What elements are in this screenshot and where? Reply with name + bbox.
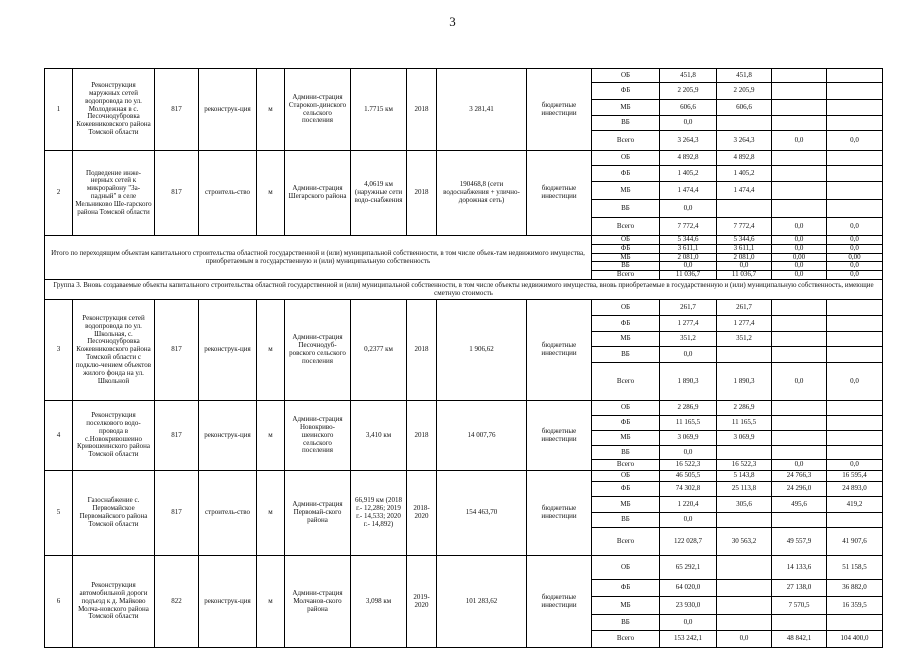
fund-year-2 — [772, 332, 827, 347]
fund-label: Всего — [592, 218, 660, 236]
group-row — [45, 280, 883, 300]
years: 2019-2020 — [407, 556, 437, 648]
fund-year-3 — [827, 513, 883, 528]
estimated-cost: 190468,8 (сети водоснабжения + улично-дорожная сеть) — [437, 151, 527, 236]
fund-year-1: 2 286,9 — [717, 401, 772, 416]
fund-year-2: 0,0 — [772, 363, 827, 401]
subtotal-label: Итого по переходящим объектам капитального строительства областной государственной и (или) муниципальной собственности, в том числе объек-там недвижимого имущества, приобретаемым в государственную и (или) муниципальную собственность — [45, 236, 592, 280]
fund-year-3 — [827, 69, 883, 83]
years: 2018 — [407, 401, 437, 471]
fund-year-2: 0,0 — [772, 236, 827, 245]
estimated-cost: 3 281,41 — [437, 69, 527, 151]
unit: м — [257, 401, 285, 471]
fund-year-2: 0,0 — [772, 218, 827, 236]
work-type: строитель-ство — [199, 471, 257, 556]
customer-org: Админи-страция Молчанов-ского района — [285, 556, 351, 648]
work-type: реконструк-ция — [199, 556, 257, 648]
fund-year-3 — [827, 401, 883, 416]
fund-year-1: 1 405,2 — [717, 166, 772, 182]
fund-year-1: 3 264,3 — [717, 131, 772, 151]
fund-total: 23 930,0 — [660, 597, 717, 615]
years: 2018 — [407, 69, 437, 151]
fund-year-2 — [772, 116, 827, 131]
fund-label: ОБ — [592, 471, 660, 482]
fund-label: Всего — [592, 631, 660, 648]
fund-year-1: 1 890,3 — [717, 363, 772, 401]
fund-total: 0,0 — [660, 347, 717, 363]
page-number: 3 — [449, 14, 456, 29]
fund-total: 606,6 — [660, 100, 717, 116]
fund-total: 1 277,4 — [660, 316, 717, 332]
fund-year-2 — [772, 300, 827, 316]
fund-label: МБ — [592, 100, 660, 116]
fund-year-1: 3 069,9 — [717, 431, 772, 446]
fund-label: МБ — [592, 431, 660, 446]
work-type: строитель-ство — [199, 151, 257, 236]
capacity: 4,0619 км (наружные сети водо-снабжения — [351, 151, 407, 236]
fund-label: ФБ — [592, 482, 660, 497]
capacity: 3,098 км — [351, 556, 407, 648]
fund-year-2 — [772, 200, 827, 218]
fund-label: ОБ — [592, 556, 660, 580]
fund-label: МБ — [592, 597, 660, 615]
fund-total: 7 772,4 — [660, 218, 717, 236]
estimated-cost: 101 283,62 — [437, 556, 527, 648]
fund-total: 451,8 — [660, 69, 717, 83]
unit: м — [257, 300, 285, 401]
fund-year-2: 0,0 — [772, 262, 827, 271]
object-name: Реконструкция сетей водопровода по ул. Школьная, с. Песочнодубровка Кожевниковского района Томской области с подклю-чением объектов жилого фонда на ул. Школьной — [73, 300, 155, 401]
fund-year-2: 0,00 — [772, 253, 827, 262]
fund-year-3: 0,0 — [827, 236, 883, 245]
capacity: 66,919 км (2018 г.- 12,286; 2019 г.- 14,533; 2020 г.- 14,892) — [351, 471, 407, 556]
fund-year-2 — [772, 347, 827, 363]
fund-year-1 — [717, 116, 772, 131]
fund-year-3: 51 158,5 — [827, 556, 883, 580]
work-type: реконструк-ция — [199, 69, 257, 151]
customer-org: Админи-страция Шегарского района — [285, 151, 351, 236]
fund-year-3: 41 907,6 — [827, 528, 883, 556]
table-row — [45, 401, 883, 416]
fund-total: 0,0 — [660, 513, 717, 528]
object-name: Газоснабжение с. Первомайское Первомайского района Томской области — [73, 471, 155, 556]
years: 2018-2020 — [407, 471, 437, 556]
fund-total: 64 020,0 — [660, 580, 717, 597]
fund-year-1 — [717, 615, 772, 631]
row-number: 3 — [45, 300, 73, 401]
fund-year-3: 0,00 — [827, 253, 883, 262]
row-number: 4 — [45, 401, 73, 471]
fund-label: Всего — [592, 271, 660, 280]
fund-year-2 — [772, 615, 827, 631]
funding-type: бюджетные инвестиции — [527, 69, 592, 151]
fund-year-3 — [827, 446, 883, 460]
fund-year-1: 305,6 — [717, 497, 772, 513]
customer-org: Админи-страция Старокоп-динского сельского поселения — [285, 69, 351, 151]
ministry-code: 817 — [155, 151, 199, 236]
fund-label: ВБ — [592, 200, 660, 218]
fund-year-2: 0,0 — [772, 460, 827, 471]
fund-label: ВБ — [592, 262, 660, 271]
fund-year-1: 351,2 — [717, 332, 772, 347]
fund-year-2: 0,0 — [772, 271, 827, 280]
years: 2018 — [407, 300, 437, 401]
fund-year-1 — [717, 513, 772, 528]
capacity: 1.7715 км — [351, 69, 407, 151]
fund-total: 3 611,1 — [660, 244, 717, 253]
fund-total: 122 028,7 — [660, 528, 717, 556]
fund-label: ОБ — [592, 300, 660, 316]
work-type: реконструк-ция — [199, 300, 257, 401]
fund-total: 11 036,7 — [660, 271, 717, 280]
fund-total: 1 220,4 — [660, 497, 717, 513]
fund-year-3: 0,0 — [827, 262, 883, 271]
fund-year-3 — [827, 151, 883, 166]
fund-year-1: 30 563,2 — [717, 528, 772, 556]
fund-year-1: 7 772,4 — [717, 218, 772, 236]
fund-year-3 — [827, 166, 883, 182]
fund-total: 3 264,3 — [660, 131, 717, 151]
fund-label: ВБ — [592, 513, 660, 528]
fund-total: 2 286,9 — [660, 401, 717, 416]
fund-total: 11 165,5 — [660, 416, 717, 431]
fund-year-2: 24 766,3 — [772, 471, 827, 482]
fund-label: МБ — [592, 182, 660, 200]
fund-year-1: 16 522,3 — [717, 460, 772, 471]
fund-label: ВБ — [592, 116, 660, 131]
fund-year-2: 27 138,0 — [772, 580, 827, 597]
fund-year-1: 606,6 — [717, 100, 772, 116]
fund-year-1 — [717, 200, 772, 218]
fund-year-2: 0,0 — [772, 131, 827, 151]
fund-year-1: 25 113,8 — [717, 482, 772, 497]
fund-total: 1 474,4 — [660, 182, 717, 200]
fund-year-1: 5 143,8 — [717, 471, 772, 482]
fund-year-1: 2 205,9 — [717, 83, 772, 100]
fund-year-1: 261,7 — [717, 300, 772, 316]
fund-year-3 — [827, 416, 883, 431]
fund-label: МБ — [592, 332, 660, 347]
unit: м — [257, 556, 285, 648]
fund-total: 16 522,3 — [660, 460, 717, 471]
fund-year-3 — [827, 615, 883, 631]
fund-year-3: 0,0 — [827, 218, 883, 236]
fund-year-2 — [772, 69, 827, 83]
fund-total: 4 892,8 — [660, 151, 717, 166]
fund-year-3: 24 893,0 — [827, 482, 883, 497]
fund-year-3: 0,0 — [827, 244, 883, 253]
row-number: 5 — [45, 471, 73, 556]
funding-type: бюджетные инвестиции — [527, 401, 592, 471]
estimated-cost: 14 007,76 — [437, 401, 527, 471]
table-row — [45, 471, 883, 482]
fund-year-2 — [772, 513, 827, 528]
fund-year-1: 5 344,6 — [717, 236, 772, 245]
fund-label: ВБ — [592, 446, 660, 460]
estimated-cost: 154 463,70 — [437, 471, 527, 556]
fund-label: МБ — [592, 253, 660, 262]
fund-label: ФБ — [592, 316, 660, 332]
funding-type: бюджетные инвестиции — [527, 300, 592, 401]
ministry-code: 817 — [155, 69, 199, 151]
fund-total: 46 505,5 — [660, 471, 717, 482]
fund-year-3 — [827, 347, 883, 363]
fund-year-3: 419,2 — [827, 497, 883, 513]
fund-year-2: 7 570,5 — [772, 597, 827, 615]
fund-year-2: 49 557,9 — [772, 528, 827, 556]
fund-year-3 — [827, 316, 883, 332]
unit: м — [257, 69, 285, 151]
fund-year-3 — [827, 100, 883, 116]
capacity: 0,2377 км — [351, 300, 407, 401]
ministry-code: 817 — [155, 401, 199, 471]
fund-label: ФБ — [592, 166, 660, 182]
fund-year-2 — [772, 431, 827, 446]
fund-year-1: 2 081,0 — [717, 253, 772, 262]
fund-year-1 — [717, 597, 772, 615]
fund-year-2 — [772, 446, 827, 460]
fund-year-1: 0,0 — [717, 262, 772, 271]
fund-label: ОБ — [592, 236, 660, 245]
fund-year-3: 16 359,5 — [827, 597, 883, 615]
customer-org: Админи-страция Песочнодуб-ровского сельского поселения — [285, 300, 351, 401]
fund-year-3: 104 400,0 — [827, 631, 883, 648]
fund-label: ФБ — [592, 244, 660, 253]
fund-year-2 — [772, 316, 827, 332]
fund-year-2 — [772, 401, 827, 416]
fund-total: 65 292,1 — [660, 556, 717, 580]
fund-total: 74 302,8 — [660, 482, 717, 497]
row-number: 1 — [45, 69, 73, 151]
fund-year-3: 16 595,4 — [827, 471, 883, 482]
fund-total: 1 890,3 — [660, 363, 717, 401]
fund-year-1 — [717, 446, 772, 460]
table-row — [45, 556, 883, 580]
fund-total: 0,0 — [660, 200, 717, 218]
years: 2018 — [407, 151, 437, 236]
fund-total: 153 242,1 — [660, 631, 717, 648]
fund-year-2 — [772, 151, 827, 166]
fund-year-1: 1 474,4 — [717, 182, 772, 200]
fund-year-3 — [827, 300, 883, 316]
fund-year-1: 3 611,1 — [717, 244, 772, 253]
fund-year-3: 0,0 — [827, 460, 883, 471]
fund-year-3: 0,0 — [827, 271, 883, 280]
fund-label: Всего — [592, 363, 660, 401]
table-row — [45, 300, 883, 316]
fund-year-1: 4 892,8 — [717, 151, 772, 166]
fund-label: ФБ — [592, 580, 660, 597]
fund-year-2: 48 842,1 — [772, 631, 827, 648]
object-name: Реконструкция маружных сетей водопровода по ул. Молодежная в с. Песочнодубровка Кожевниковского района Томской области — [73, 69, 155, 151]
fund-total: 3 069,9 — [660, 431, 717, 446]
fund-year-1: 11 165,5 — [717, 416, 772, 431]
fund-year-3 — [827, 182, 883, 200]
table-row — [45, 151, 883, 166]
fund-label: Всего — [592, 528, 660, 556]
fund-label: ВБ — [592, 615, 660, 631]
fund-total: 5 344,6 — [660, 236, 717, 245]
fund-year-3 — [827, 431, 883, 446]
fund-label: МБ — [592, 497, 660, 513]
fund-year-2: 0,0 — [772, 244, 827, 253]
fund-total: 0,0 — [660, 116, 717, 131]
ministry-code: 817 — [155, 300, 199, 401]
unit: м — [257, 471, 285, 556]
fund-label: Всего — [592, 460, 660, 471]
funding-type: бюджетные инвестиции — [527, 471, 592, 556]
funding-type: бюджетные инвестиции — [527, 556, 592, 648]
object-name: Реконструкция поселкового водо-провода в с.Новокривошеино Кривошеинского района Томской области — [73, 401, 155, 471]
fund-year-2 — [772, 166, 827, 182]
fund-year-2 — [772, 182, 827, 200]
capacity: 3,410 км — [351, 401, 407, 471]
fund-year-1 — [717, 580, 772, 597]
fund-total: 0,0 — [660, 446, 717, 460]
fund-total: 0,0 — [660, 262, 717, 271]
fund-year-3: 36 882,0 — [827, 580, 883, 597]
fund-year-2: 24 296,0 — [772, 482, 827, 497]
ministry-code: 822 — [155, 556, 199, 648]
object-name: Подведение инже-нерных сетей к микрорайону "За-падный" в селе Мельниково Ше-гарского района Томской области — [73, 151, 155, 236]
row-number: 2 — [45, 151, 73, 236]
fund-year-3 — [827, 116, 883, 131]
fund-year-1: 11 036,7 — [717, 271, 772, 280]
fund-total: 261,7 — [660, 300, 717, 316]
fund-total: 1 405,2 — [660, 166, 717, 182]
subtotal-row — [45, 236, 883, 245]
fund-year-3 — [827, 332, 883, 347]
fund-year-2: 495,6 — [772, 497, 827, 513]
ministry-code: 817 — [155, 471, 199, 556]
estimated-cost: 1 906,62 — [437, 300, 527, 401]
fund-total: 0,0 — [660, 615, 717, 631]
customer-org: Админи-страция Новокриво-шеинского сельского поселения — [285, 401, 351, 471]
work-type: реконструк-ция — [199, 401, 257, 471]
fund-year-1: 0,0 — [717, 631, 772, 648]
fund-year-2 — [772, 416, 827, 431]
fund-year-1: 451,8 — [717, 69, 772, 83]
fund-year-1: 1 277,4 — [717, 316, 772, 332]
fund-year-2 — [772, 83, 827, 100]
object-name: Реконструкция автомобильной дороги подъезд к д. Майково Молча-новского района Томской области — [73, 556, 155, 648]
fund-label: ФБ — [592, 416, 660, 431]
unit: м — [257, 151, 285, 236]
fund-label: ФБ — [592, 83, 660, 100]
fund-label: Всего — [592, 131, 660, 151]
fund-total: 2 205,9 — [660, 83, 717, 100]
fund-label: ОБ — [592, 151, 660, 166]
customer-org: Админи-страция Первомай-ского района — [285, 471, 351, 556]
investment-table — [44, 68, 883, 648]
fund-total: 2 081,0 — [660, 253, 717, 262]
fund-year-3 — [827, 83, 883, 100]
fund-year-2 — [772, 100, 827, 116]
row-number: 6 — [45, 556, 73, 648]
fund-year-3 — [827, 200, 883, 218]
group-title: Группа 3. Вновь создаваемые объекты капитального строительства областной государственной и (или) муниципальной собственности, в том числе объекты недвижимого имущества, вновь приобретаемые в государственную и (или) муниципальную собственность, имеющие сметную стоимость — [45, 280, 883, 300]
fund-year-1 — [717, 347, 772, 363]
table-row — [45, 69, 883, 83]
fund-year-2: 14 133,6 — [772, 556, 827, 580]
fund-label: ВБ — [592, 347, 660, 363]
fund-label: ОБ — [592, 69, 660, 83]
funding-type: бюджетные инвестиции — [527, 151, 592, 236]
fund-year-1 — [717, 556, 772, 580]
fund-year-3: 0,0 — [827, 363, 883, 401]
fund-year-3: 0,0 — [827, 131, 883, 151]
fund-total: 351,2 — [660, 332, 717, 347]
fund-label: ОБ — [592, 401, 660, 416]
